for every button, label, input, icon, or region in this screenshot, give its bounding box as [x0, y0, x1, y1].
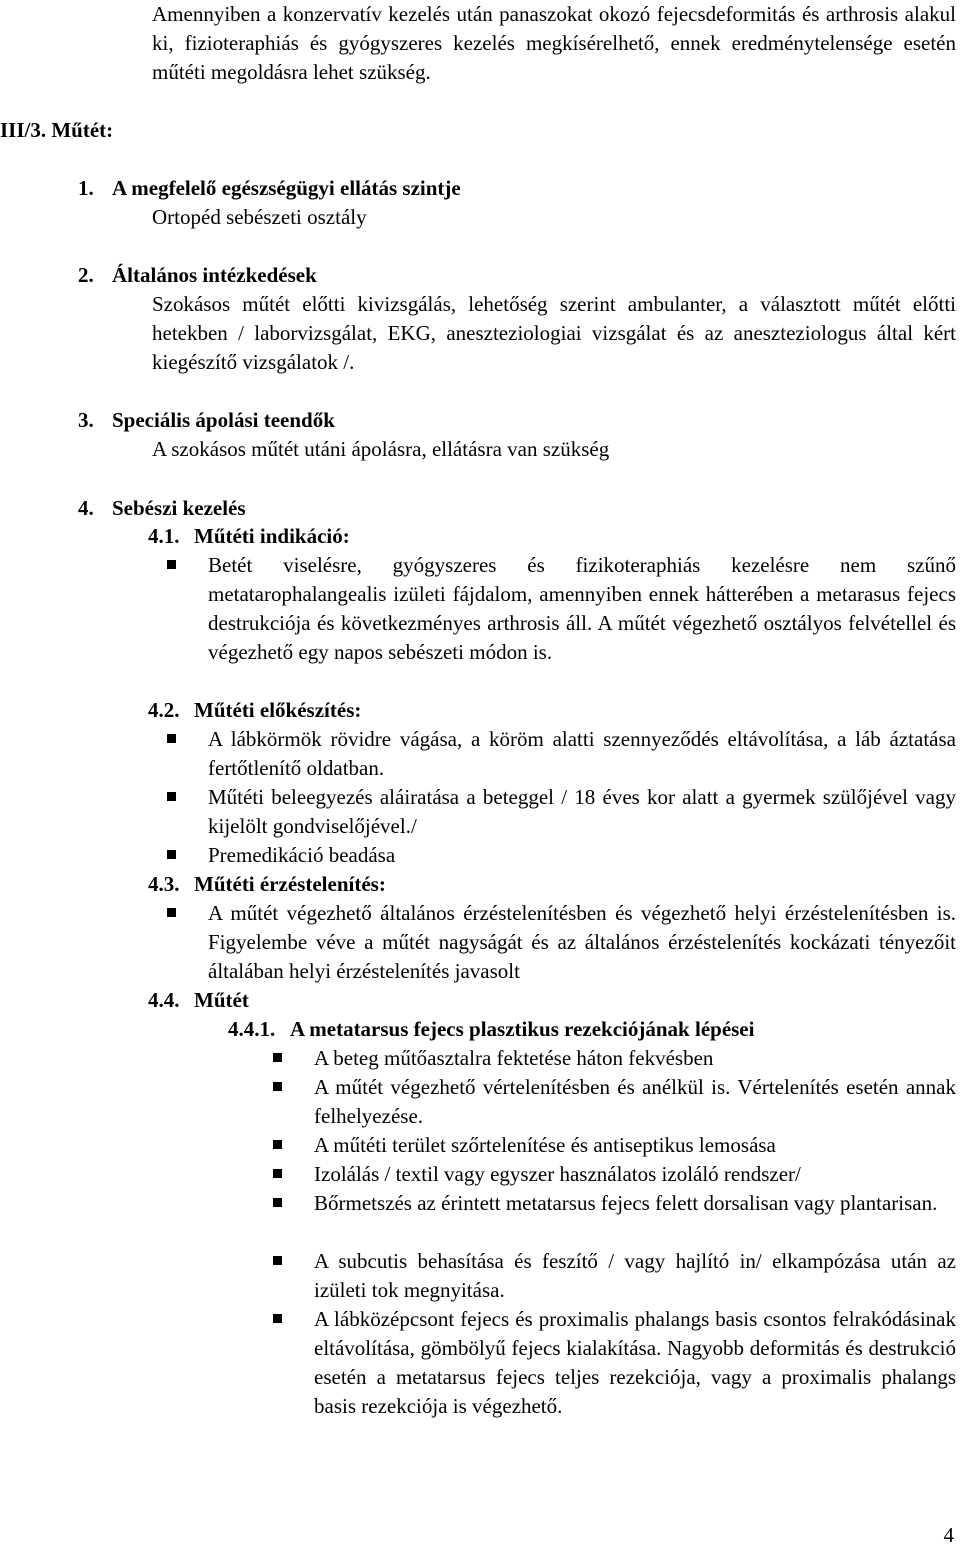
- subsub-number: 4.4.1.: [228, 1017, 276, 1041]
- sub2-title: Műtéti előkészítés:: [194, 698, 362, 722]
- s3-text: A szokásos műtét utáni ápolásra, ellátásra van szükség: [152, 437, 610, 461]
- list-item: A műtét végezhető vértelenítésben és anélkül is. Vértelenítés esetén annak felhelyezése.: [314, 1075, 956, 1128]
- subsub-title: A metatarsus fejecs plasztikus rezekciójának lépései: [290, 1017, 755, 1041]
- bullet-square-icon: [273, 1140, 282, 1149]
- list-item: A műtét végezhető általános érzéstelenítésben és végezhető helyi érzéstelenítésben is. Figyelembe véve a műtét nagyságát és az általános érzéstelenítés kockázati tényezőit általában helyi érzéstelenítés javasolt: [208, 901, 956, 983]
- list-item: Betét viselésre, gyógyszeres és fizikoteraphiás kezelésre nem szűnő metatarophalangealis izületi fájdalom, amennyiben ennek hátterében a metarasus fejecs destrukciója és következményes arthrosis áll. A műtét végezhető osztályos felvétellel és végezhető egy napos sebészeti módon is.: [208, 553, 956, 664]
- bullet-square-icon: [273, 1053, 282, 1062]
- list-item: Műtéti beleegyezés aláiratása a beteggel / 18 éves kor alatt a gyermek szülőjével vagy kijelölt gondviselőjével./: [208, 785, 956, 838]
- sub3-number: 4.3.: [148, 872, 180, 896]
- s3-number: 3.: [78, 408, 94, 432]
- bullet-square-icon: [273, 1082, 282, 1091]
- s2-number: 2.: [78, 263, 94, 287]
- bullet-square-icon: [167, 792, 176, 801]
- bullet-square-icon: [273, 1198, 282, 1207]
- sub2-number: 4.2.: [148, 698, 180, 722]
- list-item: A műtéti terület szőrtelenítése és antiseptikus lemosása: [314, 1133, 776, 1157]
- s3-title: Speciális ápolási teendők: [112, 408, 335, 432]
- list-item: A lábkörmök rövidre vágása, a köröm alatti szennyeződés eltávolítása, a láb áztatása fertőtlenítő oldatban.: [208, 727, 956, 780]
- bullet-square-icon: [167, 908, 176, 917]
- s2-title: Általános intézkedések: [112, 263, 317, 287]
- s4-number: 4.: [78, 496, 94, 520]
- list-item: Premedikáció beadása: [208, 843, 396, 867]
- bullet-square-icon: [167, 734, 176, 743]
- sub4-title: Műtét: [194, 988, 249, 1012]
- bullet-square-icon: [273, 1169, 282, 1178]
- s1-title: A megfelelő egészségügyi ellátás szintje: [112, 176, 461, 200]
- s4-title: Sebészi kezelés: [112, 496, 246, 520]
- list-item: A subcutis behasítása és feszítő / vagy hajlító in/ elkampózása után az izületi tok megnyitása.: [314, 1249, 956, 1302]
- s2-text: Szokásos műtét előtti kivizsgálás, lehetőség szerint ambulanter, a választott műtét előtti hetekben / laborvizsgálat, EKG, aneszteziologiai vizsgálat és az aneszteziologus által kért kiegészítő vizsgálatok /.: [152, 292, 956, 374]
- sub1-number: 4.1.: [148, 524, 180, 548]
- page-number: 4: [943, 1523, 954, 1547]
- s1-text: Ortopéd sebészeti osztály: [152, 205, 367, 229]
- list-item: A beteg műtőasztalra fektetése háton fekvésben: [314, 1046, 714, 1070]
- sub3-title: Műtéti érzéstelenítés:: [194, 872, 386, 896]
- sub1-title: Műtéti indikáció:: [194, 524, 350, 548]
- intro-paragraph: Amennyiben a konzervatív kezelés után panaszokat okozó fejecsdeformitás és arthrosis alakul ki, fizioteraphiás és gyógyszeres kezelés megkísérelhető, ennek eredménytelensége esetén műtéti megoldásra lehet szükség.: [152, 2, 956, 84]
- bullet-square-icon: [273, 1314, 282, 1323]
- section-title: III/3. Műtét:: [0, 118, 114, 142]
- list-item: Bőrmetszés az érintett metatarsus fejecs felett dorsalisan vagy plantarisan.: [314, 1191, 938, 1215]
- s1-number: 1.: [78, 176, 94, 200]
- bullet-square-icon: [167, 560, 176, 569]
- bullet-square-icon: [273, 1256, 282, 1265]
- list-item: A lábközépcsont fejecs és proximalis phalangs basis csontos felrakódásinak eltávolítása, gömbölyű fejecs kialakítása. Nagyobb deformitás és destrukció esetén a metatarsus fejecs teljes rezekciója, vagy a proximalis phalangs basis rezekciója is végezhető.: [314, 1307, 956, 1418]
- bullet-square-icon: [167, 850, 176, 859]
- list-item: Izolálás / textil vagy egyszer használatos izoláló rendszer/: [314, 1162, 801, 1186]
- sub4-number: 4.4.: [148, 988, 180, 1012]
